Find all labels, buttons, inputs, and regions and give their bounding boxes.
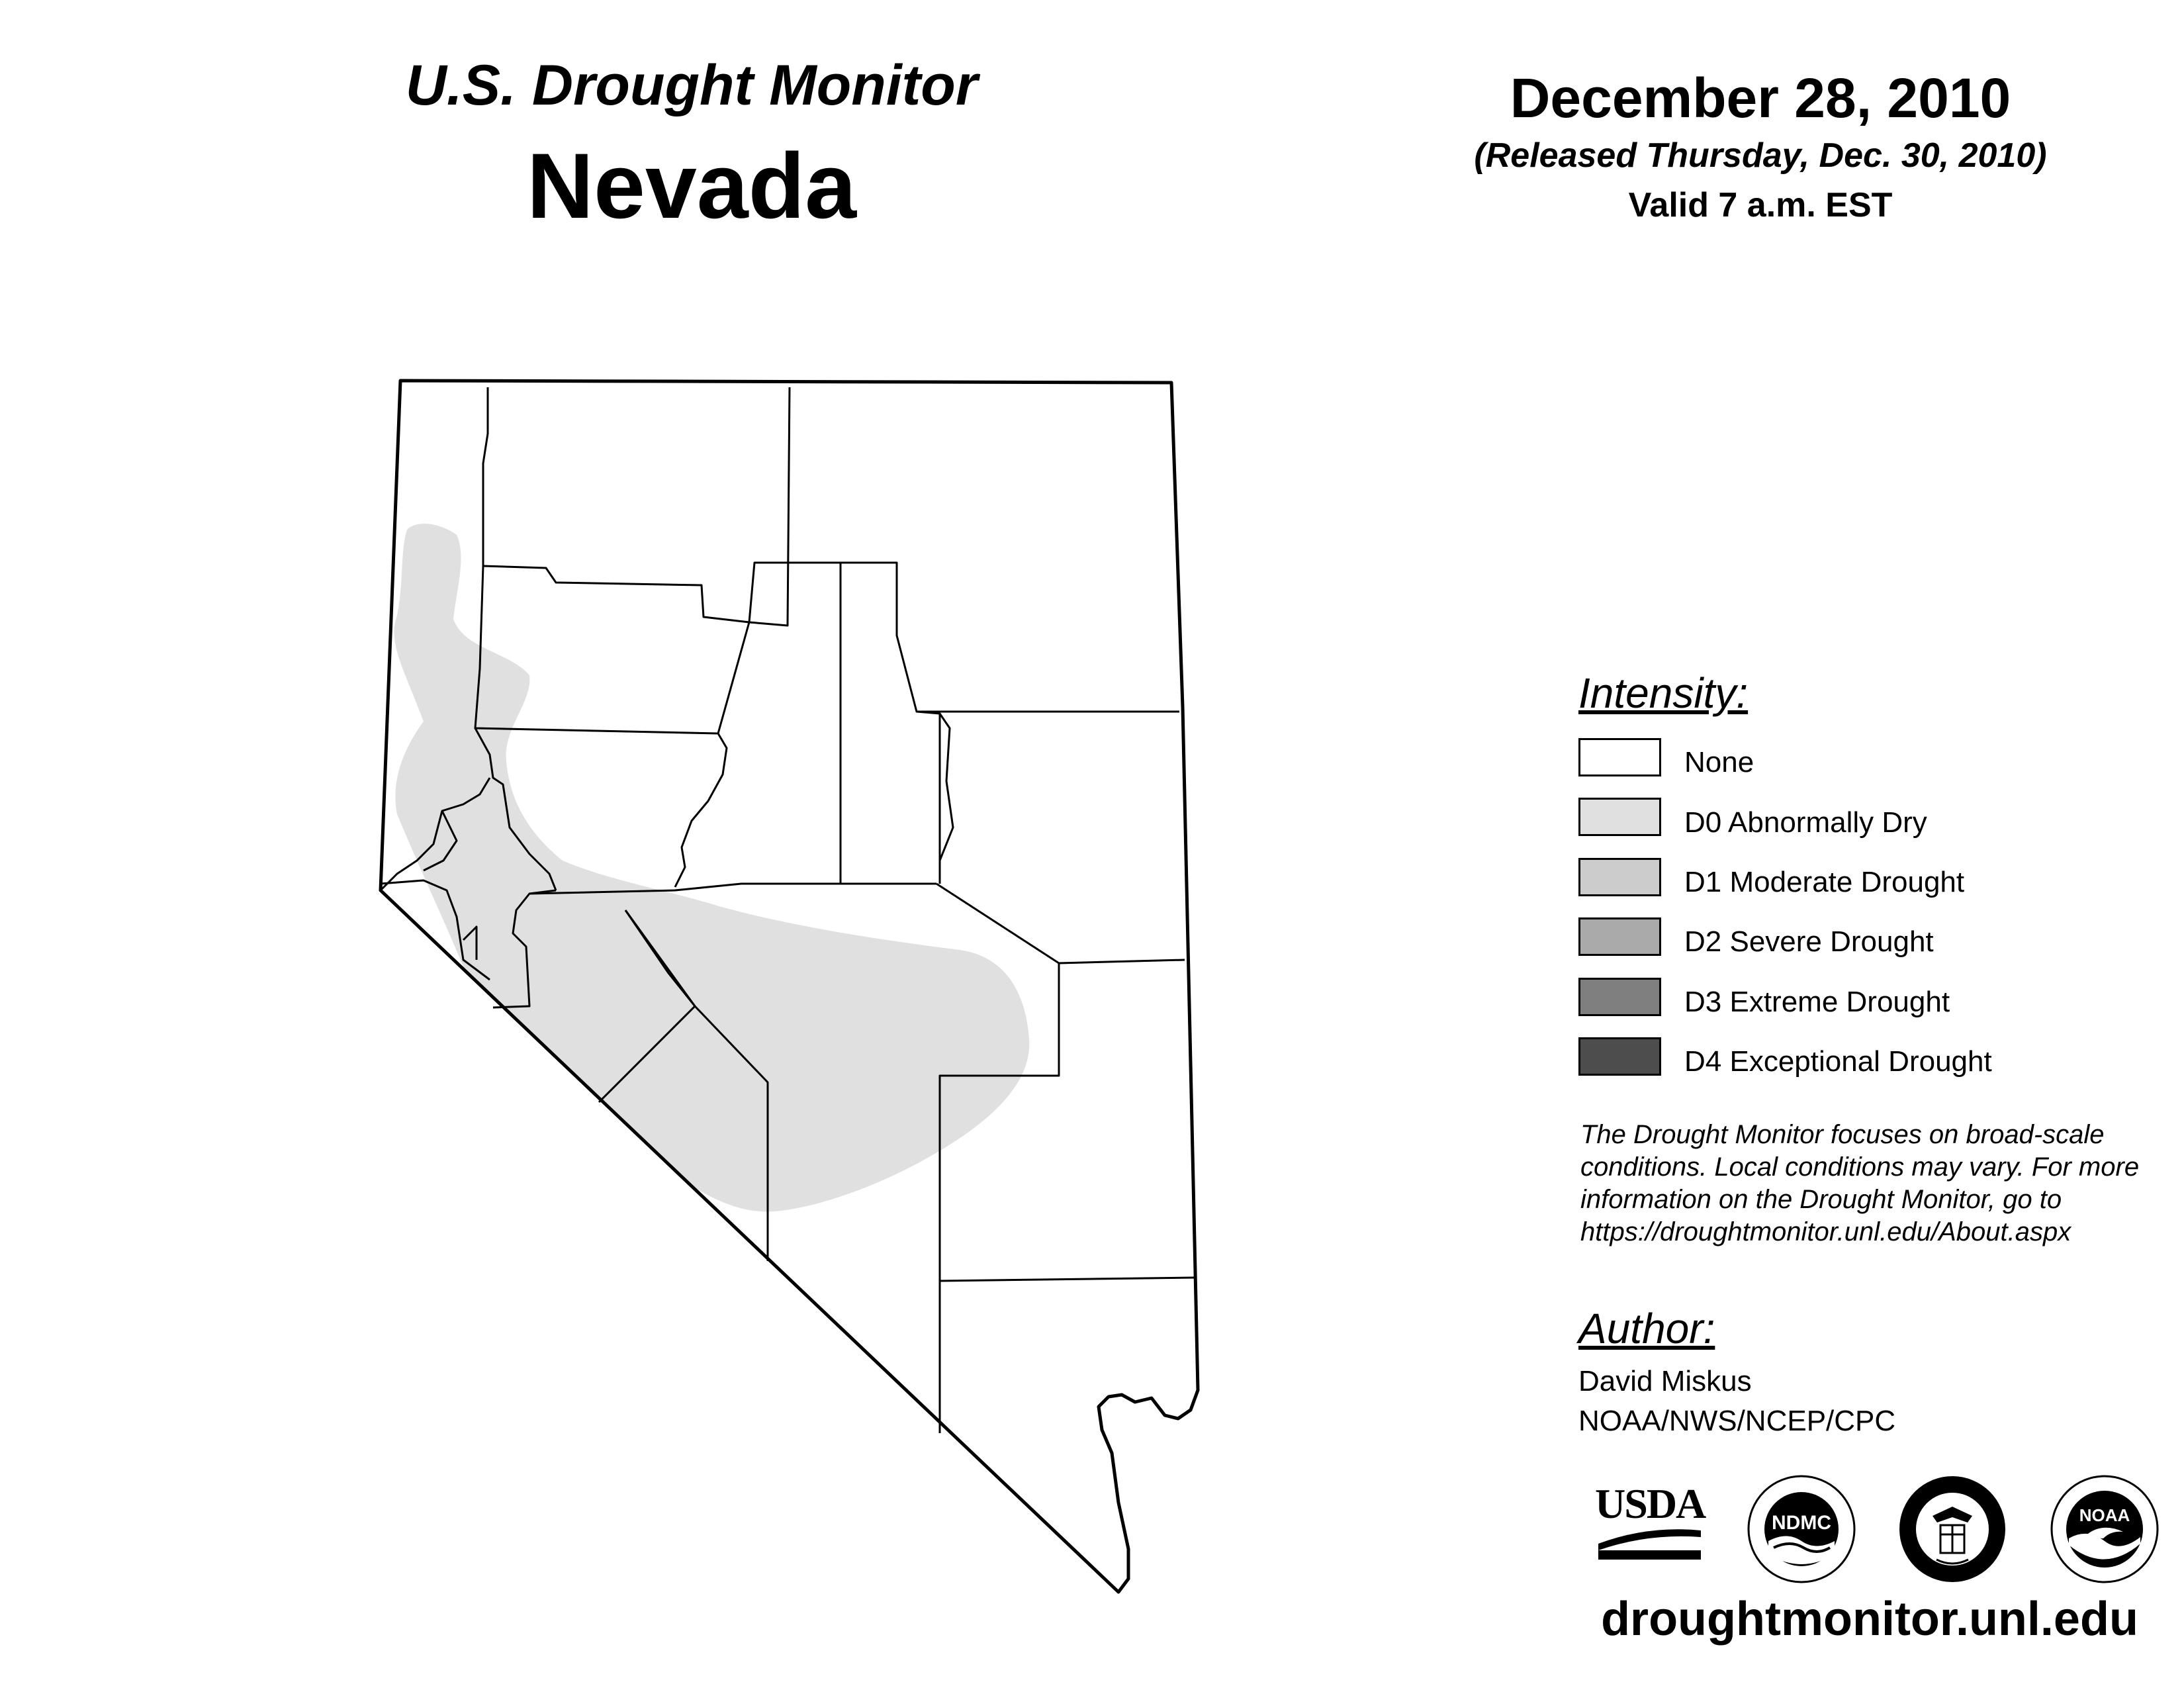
commerce-seal-logo (1898, 1475, 2007, 1584)
noaa-seal-icon (2050, 1475, 2160, 1584)
legend-label-d0: D0 Abnormally Dry (1684, 806, 1927, 839)
state-title: Nevada (526, 134, 857, 238)
department-of-commerce-seal-icon (1898, 1475, 2007, 1584)
legend-swatch-d0 (1578, 798, 1661, 836)
legend-swatch-d3 (1578, 978, 1661, 1016)
noaa-logo-text: NOAA (2079, 1505, 2130, 1525)
disclaimer-text: The Drought Monitor focuses on broad-scale conditions. Local conditions may vary. For more information on the Drought Monitor, go to https://droughtmonitor.unl.edu/About.aspx (1580, 1120, 2140, 1246)
author-heading: Author: (1578, 1305, 1715, 1352)
website-url[interactable]: droughtmonitor.unl.edu (1601, 1593, 2138, 1646)
title-line1: U.S. Drought Monitor (405, 54, 978, 117)
legend-swatch-d1 (1578, 858, 1661, 896)
d0-abnormally-dry-region (394, 524, 1030, 1211)
legend-label-d4: D4 Exceptional Drought (1684, 1045, 1992, 1078)
legend-label-d1: D1 Moderate Drought (1684, 866, 1965, 898)
release-date: (Released Thursday, Dec. 30, 2010) (1474, 136, 2047, 175)
usda-logo-text: USDA (1595, 1480, 1706, 1527)
legend-swatch-d4 (1578, 1037, 1661, 1076)
ndmc-seal-icon (1747, 1475, 1856, 1584)
author-org: NOAA/NWS/NCEP/CPC (1578, 1405, 1896, 1437)
valid-time: Valid 7 a.m. EST (1628, 186, 1893, 224)
usda-swoosh-icon (1595, 1525, 1704, 1562)
ndmc-logo-text: NDMC (1772, 1512, 1831, 1534)
noaa-logo (2050, 1475, 2160, 1584)
map-date: December 28, 2010 (1510, 67, 2011, 129)
legend-label-d2: D2 Severe Drought (1684, 925, 1934, 958)
legend-swatch-none (1578, 738, 1661, 776)
author-name: David Miskus (1578, 1365, 1752, 1397)
ndmc-logo (1747, 1475, 1856, 1584)
legend-label-d3: D3 Extreme Drought (1684, 986, 1950, 1018)
legend-label-none: None (1684, 746, 1754, 778)
usda-logo (1595, 1480, 1706, 1562)
legend-heading: Intensity: (1578, 669, 1749, 717)
legend-swatch-d2 (1578, 917, 1661, 956)
